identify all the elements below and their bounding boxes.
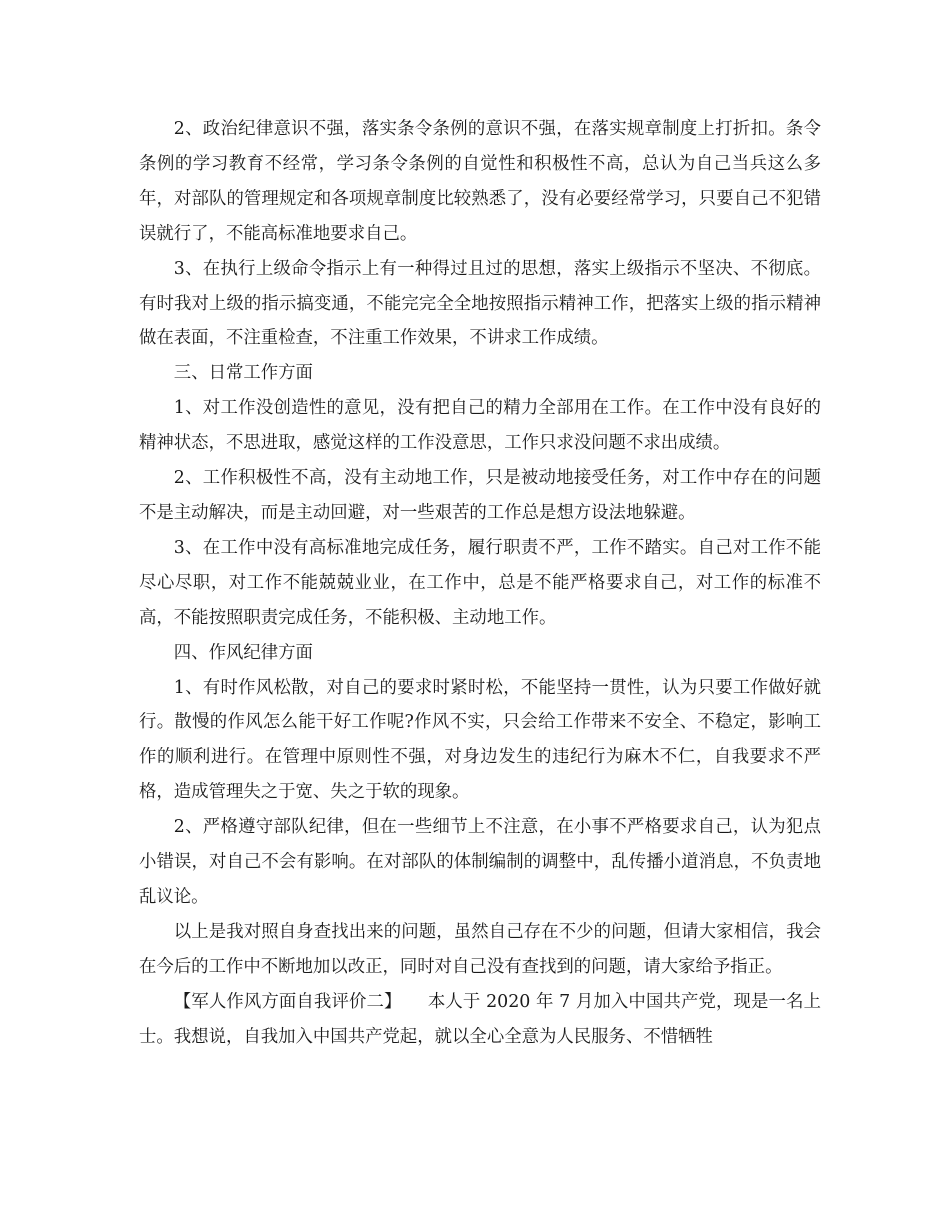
- paragraph-work-standards: 3、在工作中没有高标准地完成任务，履行职责不严，工作不踏实。自己对工作不能尽心尽职，对工作不能兢兢业业，在工作中，总是不能严格要求自己，对工作的标准不高，不能按照职责完成任务，不能积极、主动地工作。: [139, 537, 821, 628]
- paragraph-political-discipline: 2、政治纪律意识不强，落实条令条例的意识不强，在落实规章制度上打折扣。条令条例的学习教育不经常，学习条令条例的自觉性和积极性不高，总认为自己当兵这么多年，对部队的管理规定和各项规章制度比较熟悉了，没有必要经常学习，只要自己不犯错误就行了，不能高标准地要求自己。: [139, 119, 821, 244]
- paragraph-discipline-details: 2、严格遵守部队纪律，但在一些细节上不注意，在小事不严格要求自己，认为犯点小错误，对自己不会有影响。在对部队的体制编制的调整中，乱传播小道消息，不负责地乱议论。: [139, 817, 821, 907]
- paragraph-loose-style: 1、有时作风松散，对自己的要求时紧时松，不能坚持一贯性，认为只要工作做好就行。散慢的作风怎么能干好工作呢?作风不实，只会给工作带来不安全、不稳定，影响工作的顺利进行。在管理中原则性不强，对身边发生的违纪行为麻木不仁，自我要求不严格，造成管理失之于宽、失之于软的现象。: [139, 677, 821, 803]
- section-heading-daily-work: 三、日常工作方面: [173, 363, 313, 384]
- section-heading-style-discipline: 四、作风纪律方面: [173, 642, 313, 663]
- paragraph-work-creativity: 1、对工作没创造性的意见，没有把自己的精力全部用在工作。在工作中没有良好的精神状态，不思进取，感觉这样的工作没意思，工作只求没问题不求出成绩。: [139, 398, 821, 454]
- paragraph-work-initiative: 2、工作积极性不高，没有主动地工作，只是被动地接受任务，对工作中存在的问题不是主动解决，而是主动回避，对一些艰苦的工作总是想方设法地躲避。: [139, 468, 821, 523]
- document-body: [139, 112, 821, 1054]
- paragraph-superior-orders: 3、在执行上级命令指示上有一种得过且过的思想，落实上级指示不坚决、不彻底。有时我对上级的指示搞变通，不能完完全全地按照指示精神工作，把落实上级的指示精神做在表面，不注重检查，不注重工作效果，不讲求工作成绩。: [139, 258, 821, 349]
- paragraph-self-evaluation-two: 【军人作风方面自我评价二】 本人于 2020 年 7 月加入中国共产党，现是一名上士。我想说，自我加入中国共产党起，就以全心全意为人民服务、不惜牺牲: [139, 991, 821, 1047]
- paragraph-conclusion: 以上是我对照自身查找出来的问题，虽然自己存在不少的问题，但请大家相信，我会在今后的工作中不断地加以改正，同时对自己没有查找到的问题，请大家给予指正。: [139, 921, 821, 977]
